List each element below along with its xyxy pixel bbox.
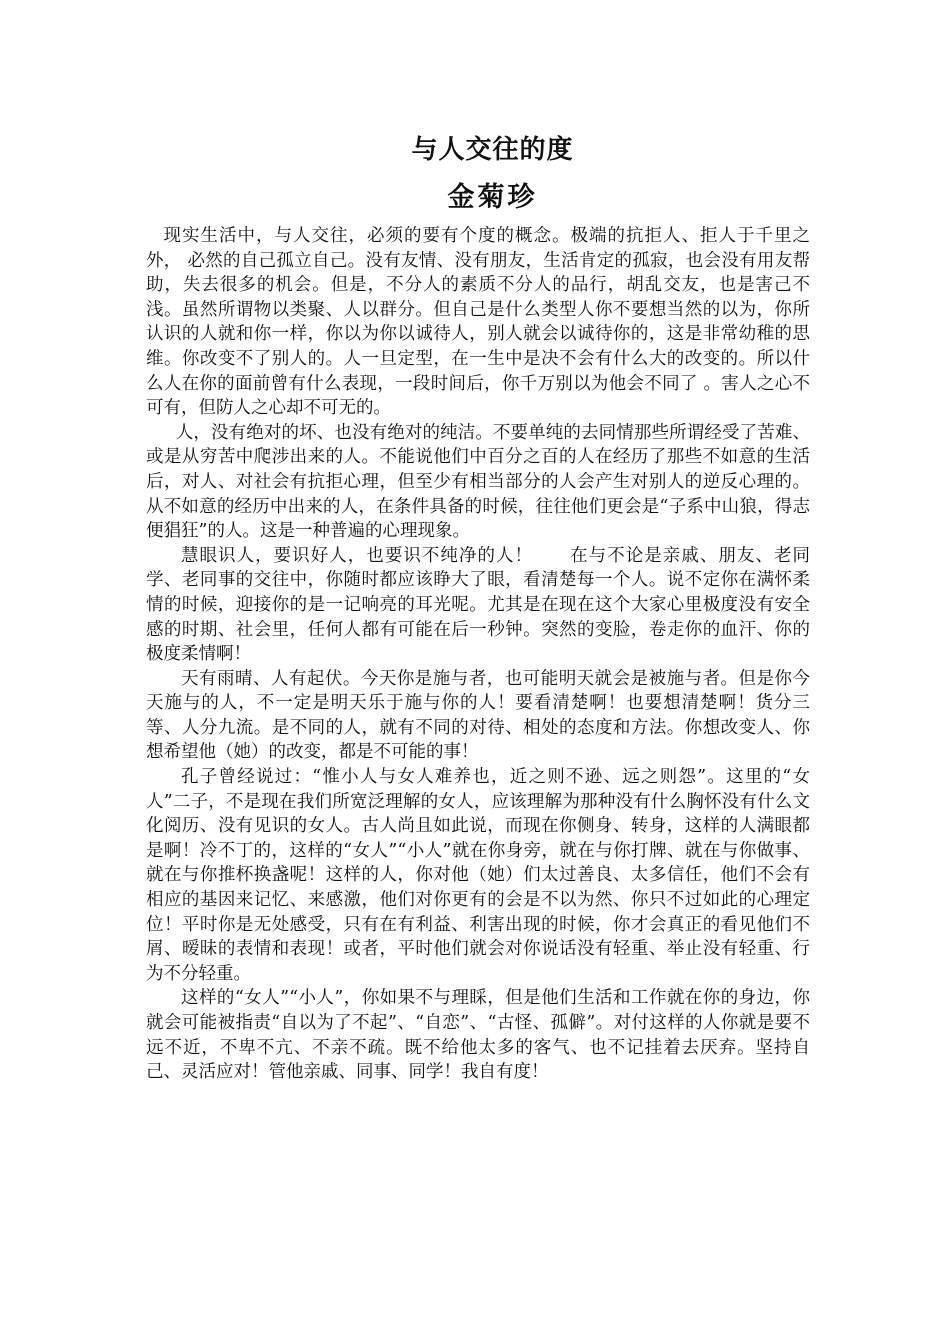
paragraph-1: 现实生活中，与人交往，必须的要有个度的概念。极端的抗拒人、拒人于千里之外， 必然的自己孤立自己。没有友情、没有朋友，生活肯定的孤寂，也会没有用友帮助，失去很多的机会。但是，不分人的素质不分人的品行，胡乱交友，也是害己不浅。虽然所谓物以类聚、人以群分。但自己是什么类型人你不要想当然的以为，你所认识的人就和你一样，你以为你以诚待人，别人就会以诚待你的，这是非常幼稚的思维。你改变不了别人的。人一旦定型，在一生中是决不会有什么大的改变的。所以什么人在你的面前曾有什么表现，一段时间后，你千万别以为他会不同了 。害人之心不可有，但防人之心却不可无的。: [146, 226, 810, 419]
paragraph-2: 人，没有绝对的坏、也没有绝对的纯洁。不要单纯的去同情那些所谓经受了苦难、或是从穷苦中爬涉出来的人。不能说他们中百分之百的人在经历了那些不如意的生活后，对人、对社会有抗拒心理，但至少有相当部分的人会产生对别人的逆反心理的。从不如意的经历中出来的人，在条件具备的时候，往往他们更会是“子系中山狼，得志便猖狂”的人。这是一种普遍的心理现象。: [146, 422, 810, 542]
document-title: 与人交往的度: [411, 135, 574, 165]
author-name: 金菊珍: [447, 182, 538, 213]
paragraph-4: 天有雨晴、人有起伏。今天你是施与者，也可能明天就会是被施与者。但是你今天施与的人，不一定是明天乐于施与你的人！要看清楚啊！也要想清楚啊！货分三等、人分九流。是不同的人，就有不同的对待、相处的态度和方法。你想改变人、你想希望他（她）的改变，都是不可能的事！: [146, 668, 810, 763]
paragraph-5: 孔子曾经说过：“惟小人与女人难养也，近之则不逊、远之则怨”。这里的“女人”二子，不是现在我们所宽泛理解的女人，应该理解为那种没有什么胸怀没有什么文化阅历、没有见识的女人。古人尚且如此说，而现在你侧身、转身，这样的人满眼都是啊！冷不丁的，这样的“女人”“小人”就在你身旁，就在与你打牌、就在与你做事、就在与你推杯换盏呢！这样的人，你对他（她）们太过善良、太多信任，他们不会有相应的基因来记忆、来感激，他们对你更有的会是不以为然、你只不过如此的心理定位！平时你是无处感受，只有在有利益、利害出现的时候，你才会真正的看见他们不屑、暧昧的表情和表现！或者，平时他们就会对你说话没有轻重、举止没有轻重、行为不分轻重。: [146, 767, 810, 984]
article-body: [146, 224, 810, 1085]
paragraph-6: 这样的“女人”“小人”，你如果不与理睬，但是他们生活和工作就在你的身边，你就会可能被指责“自以为了不起”、“自恋”、“古怪、孤僻”。对付这样的人你就是要不远不近，不卑不亢、不亲不疏。既不给他太多的客气、也不记挂着去厌弃。坚持自己、灵活应对！管他亲戚、同事、同学！我自有度！: [146, 988, 810, 1083]
paragraph-3: 慧眼识人，要识好人，也要识不纯净的人！ 在与不论是亲戚、朋友、老同学、老同事的交往中，你随时都应该睁大了眼，看清楚每一个人。说不定你在满怀柔情的时候，迎接你的是一记响亮的耳光呢。尤其是在现在这个大家心里极度没有安全感的时期、社会里，任何人都有可能在后一秒钟。突然的变脸，卷走你的血汗、你的极度柔情啊！: [146, 545, 810, 665]
